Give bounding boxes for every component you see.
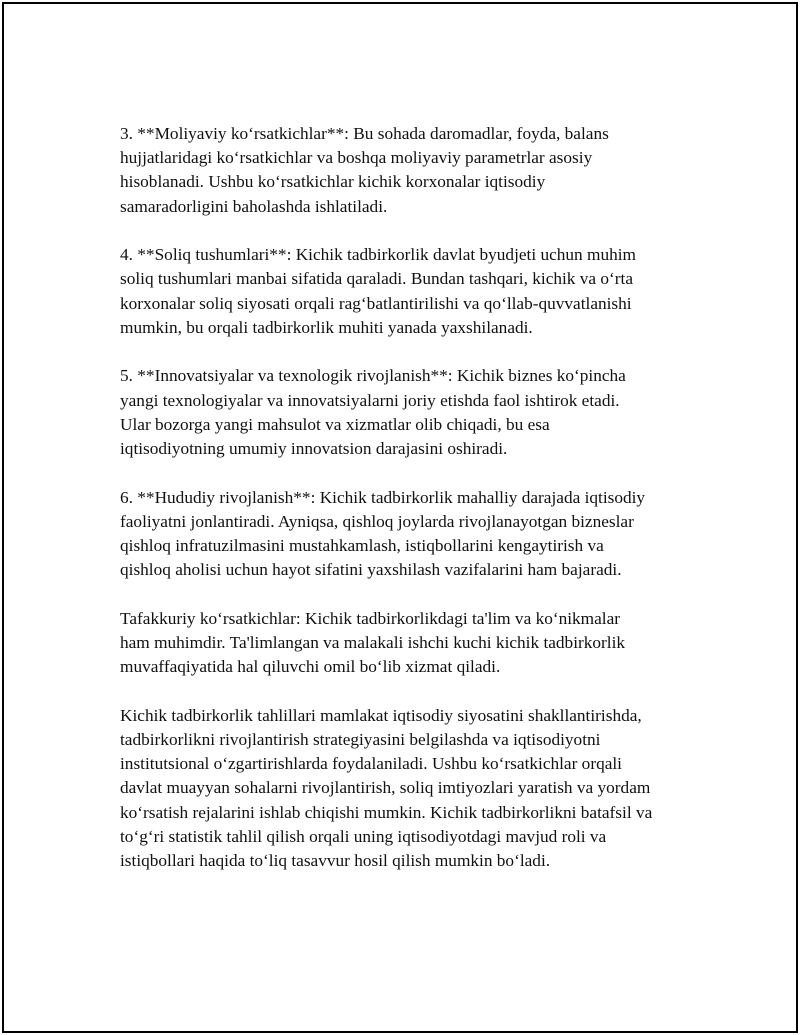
paragraph-intellectual-indicators	[120, 607, 700, 680]
text-line: davlat muayyan sohalarni rivojlantirish, soliq imtiyozlari yaratish va yordam	[120, 778, 651, 798]
paragraph-financial-indicators	[120, 122, 700, 219]
text-line: istiqbollari haqida to‘liq tasavvur hosil qilish mumkin bo‘ladi.	[120, 851, 551, 871]
text-line: mumkin, bu orqali tadbirkorlik muhiti yanada yaxshilanadi.	[120, 317, 533, 337]
paragraph-conclusion	[120, 704, 700, 873]
paragraph-regional-development	[120, 486, 700, 583]
text-line: Ular bozorga yangi mahsulot va xizmatlar olib chiqadi, bu esa	[120, 414, 550, 434]
text-line: hisoblanadi. Ushbu ko‘rsatkichlar kichik korxonalar iqtisodiy	[120, 172, 546, 192]
text-line: qishloq aholisi uchun hayot sifatini yaxshilash vazifalarini ham bajaradi.	[120, 560, 622, 580]
paragraph-tax-revenues	[120, 243, 700, 340]
text-line: Tafakkuriy ko‘rsatkichlar: Kichik tadbirkorlikdagi ta'lim va ko‘nikmalar	[120, 608, 621, 628]
text-line: institutsional o‘zgartirishlarda foydalaniladi. Ushbu ko‘rsatkichlar orqali	[120, 754, 622, 774]
document-page	[2, 2, 798, 1033]
text-line: ham muhimdir. Ta'limlangan va malakali ishchi kuchi kichik tadbirkorlik	[120, 633, 626, 653]
text-line: 3. **Moliyaviy ko‘rsatkichlar**: Bu sohada daromadlar, foyda, balans	[120, 124, 609, 143]
paragraph-innovation	[120, 364, 700, 461]
text-line: iqtisodiyotning umumiy innovatsion darajasini oshiradi.	[120, 439, 508, 459]
text-line: tadbirkorlikni rivojlantirish strategiyasini belgilashda va iqtisodiyotni	[120, 730, 601, 750]
text-line: samaradorligini baholashda ishlatiladi.	[120, 196, 388, 216]
text-line: soliq tushumlari manbai sifatida qaraladi. Bundan tashqari, kichik va o‘rta	[120, 269, 634, 289]
text-line: 6. **Hududiy rivojlanish**: Kichik tadbirkorlik mahalliy darajada iqtisodiy	[120, 487, 646, 507]
text-line: ko‘rsatish rejalarini ishlab chiqishi mumkin. Kichik tadbirkorlikni batafsil va	[120, 802, 653, 822]
text-line: 4. **Soliq tushumlari**: Kichik tadbirkorlik davlat byudjeti uchun muhim	[120, 245, 636, 265]
text-line: korxonalar soliq siyosati orqali rag‘batlantirilishi va qo‘llab-quvvatlanishi	[120, 293, 632, 313]
text-line: yangi texnologiyalar va innovatsiyalarni joriy etishda faol ishtirok etadi.	[120, 390, 620, 410]
text-line: to‘g‘ri statistik tahlil qilish orqali uning iqtisodiyotdagi mavjud roli va	[120, 826, 607, 846]
text-line: muvaffaqiyatida hal qiluvchi omil bo‘lib xizmat qiladi.	[120, 657, 501, 677]
text-line: faoliyatni jonlantiradi. Ayniqsa, qishloq joylarda rivojlanayotgan bizneslar	[120, 511, 634, 531]
text-line: qishloq infratuzilmasini mustahkamlash, istiqbollarini kengaytirish va	[120, 536, 604, 556]
text-line: 5. **Innovatsiyalar va texnologik rivojlanish**: Kichik biznes ko‘pincha	[120, 366, 626, 386]
document-body	[120, 122, 700, 898]
text-line: Kichik tadbirkorlik tahlillari mamlakat iqtisodiy siyosatini shakllantirishda,	[120, 705, 642, 725]
text-line: hujjatlaridagi ko‘rsatkichlar va boshqa moliyaviy parametrlar asosiy	[120, 148, 593, 168]
